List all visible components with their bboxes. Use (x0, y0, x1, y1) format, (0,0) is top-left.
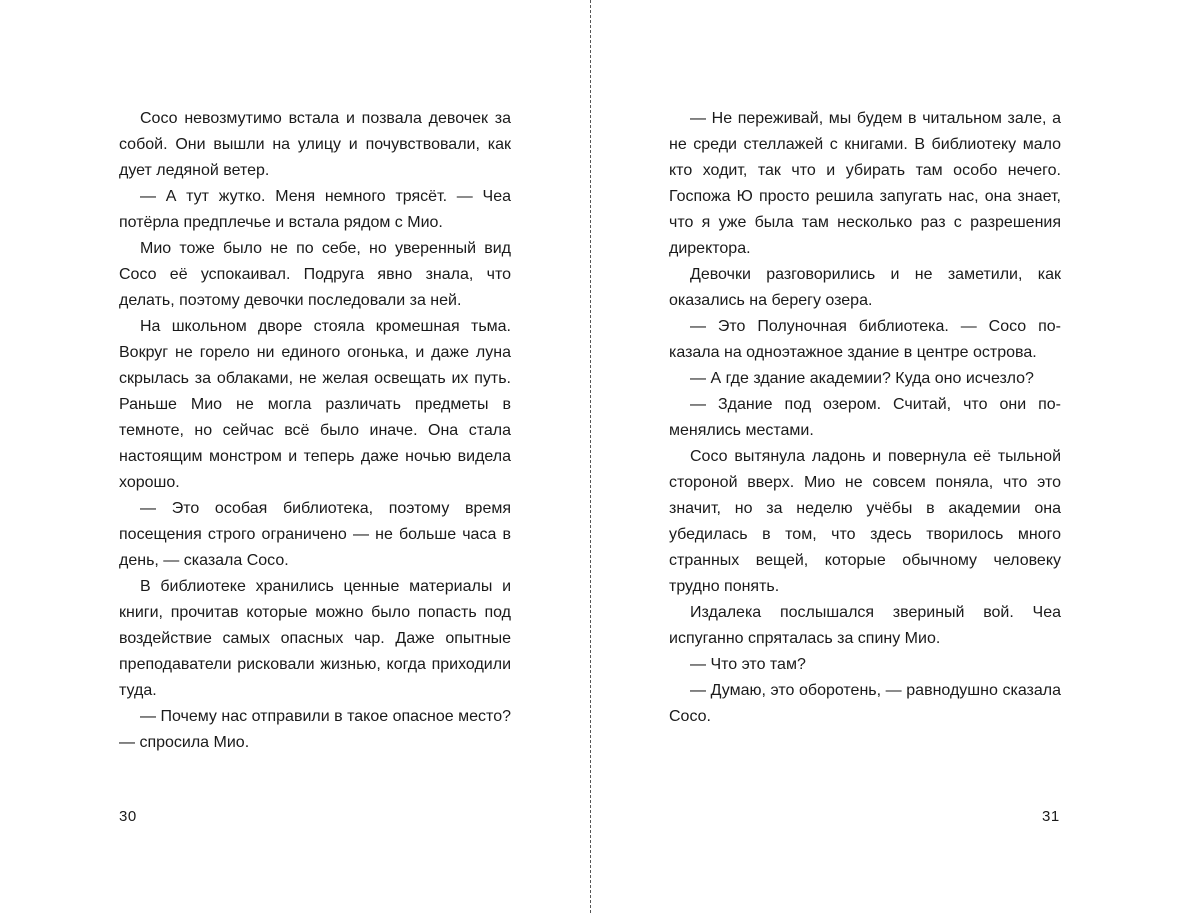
paragraph: На школьном дворе стояла кромешная тьма. Вокруг не горело ни единого огонька, и даже луна скрылась за облаками, не желая освещать их путь. Раньше Мио не могла различать предметы в темноте, но сейчас всё было иначе. Она стала настоящим монстром и теперь даже ночью видела хорошо. (119, 318, 511, 491)
paragraph: — Здание под озером. Считай, что они поменялись местами. (669, 396, 1061, 439)
page-number-left: 30 (119, 808, 137, 825)
paragraph: Девочки разговорились и не заметили, как оказались на берегу озера. (669, 266, 1061, 309)
paragraph: В библиотеке хранились ценные материалы и книги, прочитав которые можно было попасть под воздействие самых опасных чар. Даже опытные преподаватели рисковали жизнью, когда приходили туда. (119, 578, 511, 699)
paragraph: Издалека послышался звериный вой. Чеа испуганно спряталась за спину Мио. (669, 604, 1061, 647)
paragraph: Сосо невозмутимо встала и позвала девочек за собой. Они вышли на улицу и почувствовали, как дует ледяной ветер. (119, 110, 511, 179)
paragraph: — А тут жутко. Меня немного трясёт. — Чеа потёрла предплечье и встала рядом с Мио. (119, 188, 511, 231)
paragraph: — Думаю, это оборотень, — равнодушно сказала Сосо. (669, 682, 1061, 725)
left-page-text (119, 106, 511, 756)
paragraph: — Что это там? (690, 656, 806, 673)
paragraph: — Не переживай, мы будем в читальном зале, а не среди стеллажей с книгами. В библиотеку мало кто ходит, так что и убирать там особо нечего. Госпожа Ю просто решила запугать нас, она знает, что я уже была там несколько раз с разрешения директора. (669, 110, 1061, 257)
page-number-right: 31 (1042, 808, 1060, 825)
right-page-text (669, 106, 1061, 730)
paragraph: — Это особая библиотека, поэтому время посещения строго ограничено — не больше часа в день, — сказала Сосо. (119, 500, 511, 569)
paragraph: Сосо вытянула ладонь и повернула её тыльной стороной вверх. Мио не совсем поняла, что это значит, но за неделю учёбы в академии она убедилась в том, что здесь творилось много странных вещей, которые обычному человеку трудно понять. (669, 448, 1061, 595)
paragraph: Мио тоже было не по себе, но уверенный вид Сосо её успокаивал. Подруга явно знала, что делать, поэтому девочки последовали за ней. (119, 240, 511, 309)
paragraph: — Почему нас отправили в такое опасное место? — спросила Мио. (119, 708, 511, 751)
paragraph: — Это Полуночная библиотека. — Сосо показала на одноэтажное здание в центре острова. (669, 318, 1061, 361)
paragraph: — А где здание академии? Куда оно исчезло? (690, 370, 1034, 387)
page-gutter-divider (590, 0, 591, 913)
